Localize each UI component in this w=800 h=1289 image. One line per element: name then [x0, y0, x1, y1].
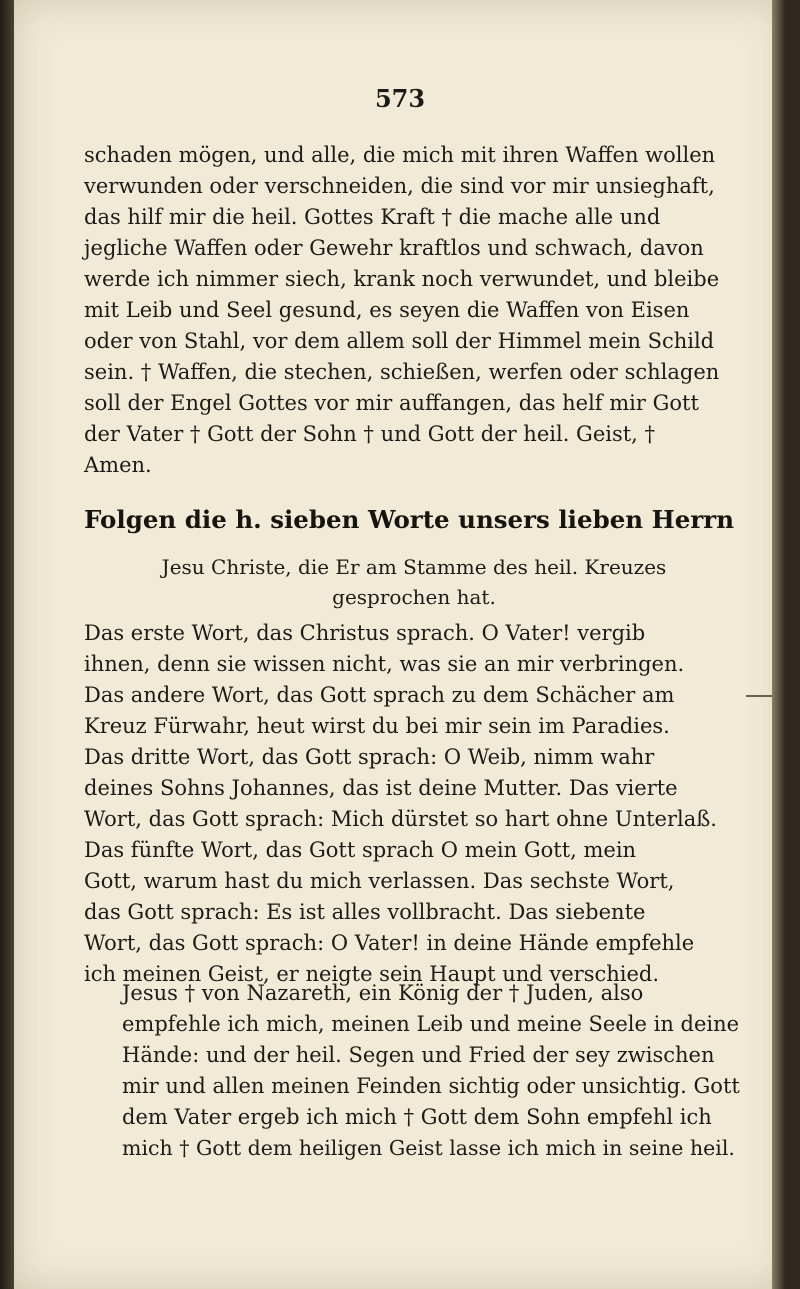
text-line: oder von Stahl, vor dem allem soll der Himmel mein Schild — [84, 329, 715, 353]
text-line: Das andere Wort, das Gott sprach zu dem Schächer am — [84, 683, 675, 707]
subtitle-line: Jesu Christe, die Er am Stamme des heil. Kreuzes — [161, 555, 667, 579]
text-line: Wort, das Gott sprach: O Vater! in deine Hände empfehle — [84, 931, 695, 955]
text-line: Hände: und der heil. Segen und Fried der sey zwischen — [122, 1043, 715, 1067]
book-spine-shadow — [0, 0, 14, 1289]
text-line: ich meinen Geist, er neigte sein Haupt und verschied. — [84, 962, 660, 986]
text-line: schaden mögen, und alle, die mich mit ihren Waffen wollen — [84, 143, 716, 167]
text-line: empfehle ich mich, meinen Leib und meine Seele in deine — [122, 1012, 740, 1036]
text-line: sein. † Waffen, die stechen, schießen, werfen oder schlagen — [84, 360, 720, 384]
text-line: dem Vater ergeb ich mich † Gott dem Sohn empfehl ich — [122, 1105, 712, 1129]
page-edge-shadow — [772, 0, 786, 1289]
text-line: Das erste Wort, das Christus sprach. O Vater! vergib — [84, 621, 646, 645]
text-line: mit Leib und Seel gesund, es seyen die Waffen von Eisen — [84, 298, 690, 322]
text-line: ihnen, denn sie wissen nicht, was sie an mir verbringen. — [84, 652, 685, 676]
text-line: mir und allen meinen Feinden sichtig oder unsichtig. Gott — [122, 1074, 740, 1098]
text-line: Das fünfte Wort, das Gott sprach O mein Gott, mein — [84, 838, 637, 862]
book-page — [14, 0, 786, 1289]
text-line: der Vater † Gott der Sohn † und Gott der heil. Geist, † — [84, 422, 656, 446]
text-line: das Gott sprach: Es ist alles vollbracht. Das siebente — [84, 900, 646, 924]
page-number: 573 — [374, 84, 426, 113]
text-line: werde ich nimmer siech, krank noch verwundet, und bleibe — [84, 267, 720, 291]
section-heading: Folgen die h. sieben Worte unsers lieben Herrn — [84, 505, 735, 534]
section-subtitle — [84, 552, 744, 612]
text-line: Kreuz Fürwahr, heut wirst du bei mir sein im Paradies. — [84, 714, 670, 738]
text-line: jegliche Waffen oder Gewehr kraftlos und schwach, davon — [84, 236, 704, 260]
subtitle-line: gesprochen hat. — [332, 585, 496, 609]
text-line: Jesus † von Nazareth, ein König der † Juden, also — [122, 981, 644, 1005]
text-line: Wort, das Gott sprach: Mich dürstet so hart ohne Unterlaß. — [84, 807, 717, 831]
text-line: deines Sohns Johannes, das ist deine Mutter. Das vierte — [84, 776, 678, 800]
paragraph-closing-prayer — [84, 978, 744, 1164]
text-line: Das dritte Wort, das Gott sprach: O Weib, nimm wahr — [84, 745, 655, 769]
paragraph-protection-prayer — [84, 140, 744, 481]
text-line: soll der Engel Gottes vor mir auffangen, das helf mir Gott — [84, 391, 699, 415]
text-line: verwunden oder verschneiden, die sind vor mir unsieghaft, — [84, 174, 715, 198]
text-line: mich † Gott dem heiligen Geist lasse ich mich in seine heil. — [122, 1136, 735, 1160]
text-line: Gott, warum hast du mich verlassen. Das sechste Wort, — [84, 869, 675, 893]
text-line: das hilf mir die heil. Gottes Kraft † die mache alle und — [84, 205, 661, 229]
text-line: Amen. — [84, 453, 152, 477]
paragraph-seven-words — [84, 618, 744, 990]
